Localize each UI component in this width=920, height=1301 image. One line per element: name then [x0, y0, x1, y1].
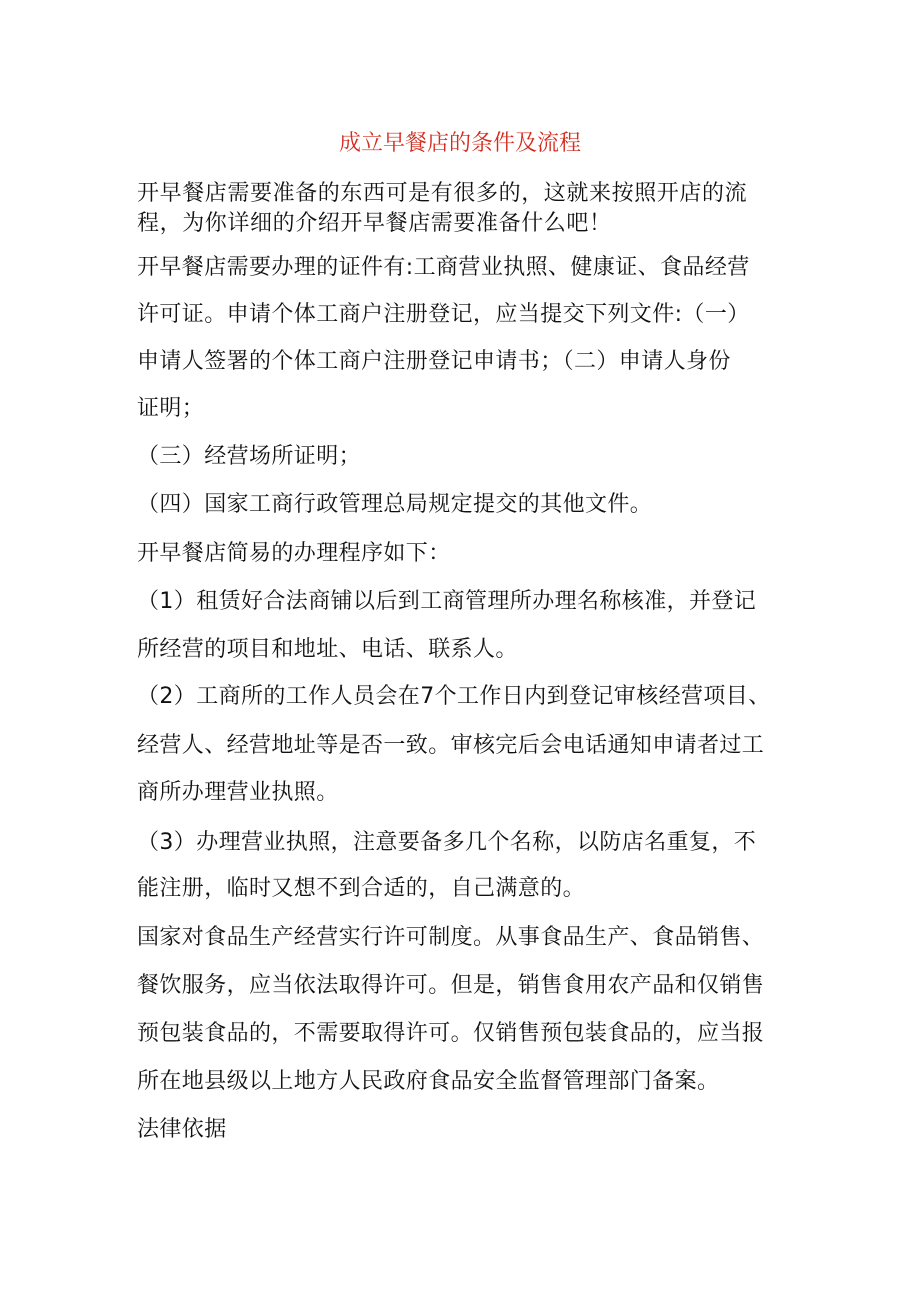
- body-line: （三）经营场所证明；: [137, 444, 362, 469]
- body-line: 所在地县级以上地方人民政府食品安全监督管理部门备案。: [137, 1069, 720, 1094]
- body-line: （1）租赁好合法商铺以后到工商管理所办理名称核准，并登记: [137, 589, 757, 614]
- body-line: 证明；: [137, 396, 205, 421]
- body-line: 申请人签署的个体工商户注册登记申请书；（二）申请人身份: [137, 349, 731, 374]
- body-line: 商所办理营业执照。: [137, 780, 339, 805]
- body-line: 预包装食品的，不需要取得许可。仅销售预包装食品的，应当报: [137, 1021, 765, 1046]
- body-line: 所经营的项目和地址、电话、联系人。: [137, 637, 518, 662]
- body-line: （2）工商所的工作人员会在7个工作日内到登记审核经营项目、: [137, 684, 771, 709]
- body-line: 开早餐店需要办理的证件有:工商营业执照、健康证、食品经营: [137, 255, 750, 280]
- body-line: （四）国家工商行政管理总局规定提交的其他文件。: [137, 492, 653, 517]
- body-line: 许可证。申请个体工商户注册登记，应当提交下列文件:（一）: [137, 302, 750, 327]
- body-line: 餐饮服务，应当依法取得许可。但是，销售食用农产品和仅销售: [137, 973, 765, 998]
- body-line: （3）办理营业执照，注意要备多几个名称，以防店名重复，不: [137, 830, 757, 855]
- body-line: 能注册，临时又想不到合适的，自己满意的。: [137, 876, 586, 901]
- page-title: 成立早餐店的条件及流程: [338, 131, 581, 156]
- body-line: 经营人、经营地址等是否一致。审核完后会电话通知申请者过工: [137, 733, 765, 758]
- body-line: 开早餐店简易的办理程序如下：: [137, 541, 451, 566]
- body-line: 国家对食品生产经营实行许可制度。从事食品生产、食品销售、: [137, 925, 765, 950]
- intro-line-1: 开早餐店需要准备的东西可是有很多的，这就来按照开店的流: [137, 181, 748, 206]
- body-line: 法律依据: [137, 1117, 227, 1142]
- intro-line-2: 程，为你详细的介绍开早餐店需要准备什么吧！: [137, 211, 612, 236]
